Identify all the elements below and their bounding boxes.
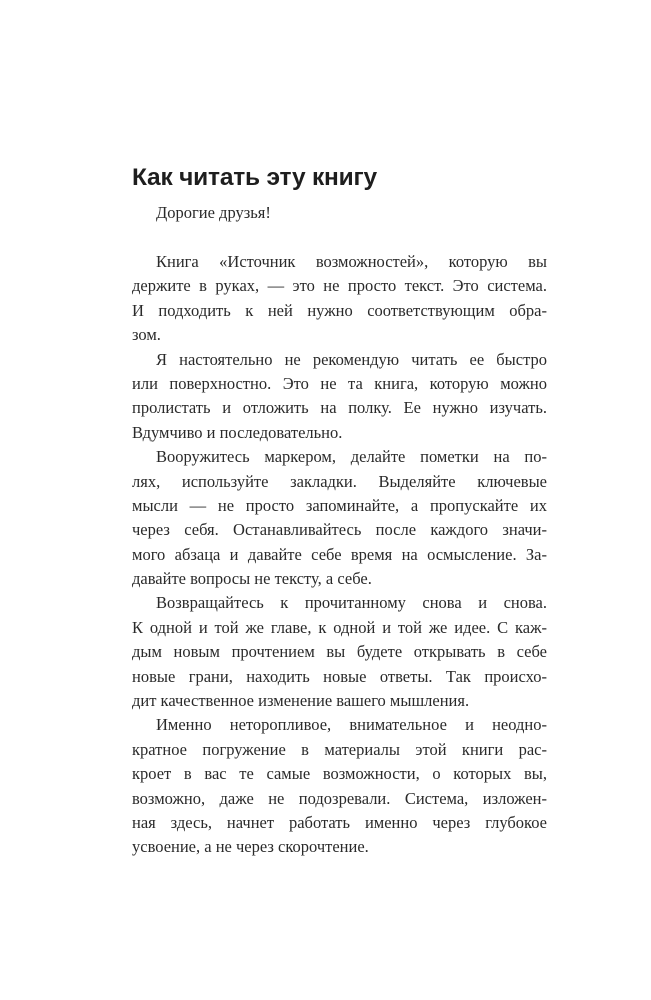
text-line: мысли — не просто запоминайте, а пропускайте их: [132, 495, 547, 515]
text-line: дит качественное изменение вашего мышления.: [132, 691, 470, 711]
text-line: И подходить к ней нужно соответствующим обра-: [132, 300, 547, 320]
text-line: держите в руках, — это не просто текст. Это система.: [132, 276, 547, 296]
chapter-title: Как читать эту книгу: [132, 164, 377, 191]
text-line: новые грани, находить новые ответы. Так происхо-: [132, 666, 547, 686]
paragraph: [132, 591, 547, 713]
text-line: Вооружитесь маркером, делайте пометки на по-: [156, 447, 547, 467]
text-line: возможно, даже не подозревали. Система, изложен-: [132, 788, 547, 808]
text-line: кроет в вас те самые возможности, о которых вы,: [132, 764, 547, 784]
text-line: зом.: [132, 325, 161, 345]
paragraph: [132, 348, 547, 446]
text-line: давайте вопросы не тексту, а себе.: [132, 569, 372, 589]
paragraph: [132, 250, 547, 348]
text-line: мого абзаца и давайте себе время на осмысление. За-: [132, 544, 547, 564]
text-line: Именно неторопливое, внимательное и неодно-: [156, 715, 547, 735]
text-line: или поверхностно. Это не та книга, которую можно: [132, 373, 547, 393]
chapter-body: [132, 250, 547, 860]
text-line: кратное погружение в материалы этой книги рас-: [132, 739, 547, 759]
text-line: Я настоятельно не рекомендую читать ее быстро: [156, 349, 547, 369]
text-line: Вдумчиво и последовательно.: [132, 422, 343, 442]
text-line: Книга «Источник возможностей», которую вы: [156, 252, 547, 271]
text-line: лях, используйте закладки. Выделяйте ключевые: [132, 471, 547, 491]
text-line: дым новым прочтением вы будете открывать в себе: [132, 642, 547, 662]
greeting: Дорогие друзья!: [156, 203, 271, 222]
paragraph: [132, 713, 547, 859]
text-line: пролистать и отложить на полку. Ее нужно изучать.: [132, 398, 547, 418]
text-line: К одной и той же главе, к одной и той же идее. С каж-: [132, 617, 547, 637]
text-line: через себя. Останавливайтесь после каждого значи-: [132, 520, 547, 540]
text-line: ная здесь, начнет работать именно через глубокое: [132, 812, 547, 832]
text-line: Возвращайтесь к прочитанному снова и снова.: [156, 593, 547, 613]
paragraph: [132, 445, 547, 591]
text-line: усвоение, а не через скорочтение.: [132, 837, 369, 857]
